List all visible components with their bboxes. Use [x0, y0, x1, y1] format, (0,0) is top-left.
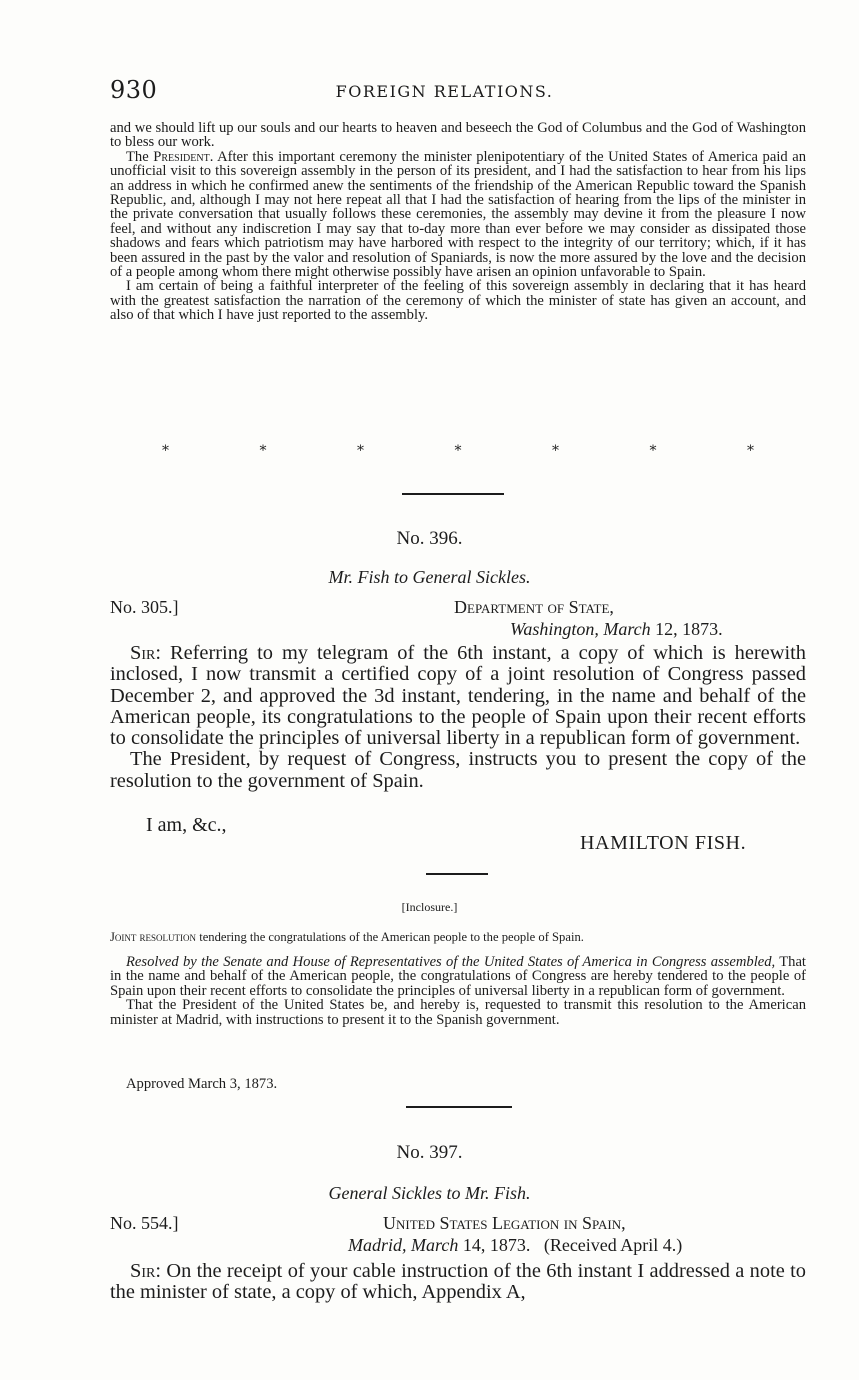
inclosure-label: [Inclosure.]	[401, 900, 458, 914]
salutation: Sir	[130, 642, 156, 664]
star: *	[162, 443, 169, 459]
star: *	[357, 443, 364, 459]
dispatch-ref-305: No. 305.]	[110, 597, 179, 617]
salutation: Sir	[130, 1260, 156, 1282]
paragraph-interpreter: I am certain of being a faithful interpreter of the feeling of this sovereign assembly in declaring that it has heard with the greatest satisfaction the narration of the ceremony of which the minister of state has given an account, and also of that which I have just reported to the assembly.	[110, 278, 806, 324]
paragraph-president: The President. After this important ceremony the minister plenipotentiary of the United States of America paid an unofficial visit to this sovereign assembly in the person of its president, and I had the satisfaction to hear from his lips an address in which he confirmed anew the sentiments of the friendship of the American Republic toward the Spanish Republic, and, although I may not here repeat all that I had the satisfaction of hearing from the lips of the minister in the private conversation that usually follows these ceremonies, the assembly may devine it from the pleasure I now feel, and without any indiscretion I may say that to-day more than ever before we may consider as dissipated those shadows and fears which patriotism may have harbored with respect to the integrity of our territory; which, if it has been assured in the past by the valor and resolution of Spaniards, is now the more assured by the love and the decision of a people among whom there might otherwise possibly have arisen an opinion unfavorable to Spain.	[110, 148, 807, 281]
document-title-396: Mr. Fish to General Sickles.	[328, 567, 531, 587]
letter-body-397	[110, 1261, 806, 1304]
ellipsis-stars	[110, 443, 806, 459]
document-number-397: No. 397.	[396, 1142, 463, 1163]
paragraph-instructs: The President, by request of Congress, instructs you to present the copy of the resolution to the government of Spain.	[110, 748, 806, 792]
sender-legation: United States Legation in Spain,	[383, 1213, 626, 1233]
signature-fish: HAMILTON FISH.	[580, 832, 747, 854]
paragraph-continuation: and we should lift up our souls and our hearts to heaven and beseech the God of Columbus and the God of Washington to bless our work.	[110, 120, 806, 151]
star: *	[552, 443, 559, 459]
paragraph-referring: Sir: Referring to my telegram of the 6th instant, a copy of which is herewith inclosed, I now transmit a certified copy of a joint resolution of Congress passed December 2, and approved the 3d instant, tendering, in the name and behalf of the American people, its congratulations to the people of Spain upon their recent efforts to consolidate the principles of universal liberty in a republican form of government.	[110, 642, 806, 750]
paragraph-cable: Sir: On the receipt of your cable instruction of the 6th instant I addressed a note to the minister of state, a copy of which, Appendix A,	[110, 1260, 806, 1304]
closing-line: I am, &c.,	[146, 814, 227, 836]
star: *	[259, 443, 267, 459]
page-header	[110, 76, 779, 106]
dateline-396: Washington, March 12, 1873.	[510, 619, 723, 639]
star: *	[747, 443, 754, 459]
continued-text	[110, 121, 806, 323]
approved-date: Approved March 3, 1873.	[126, 1076, 278, 1092]
section-divider	[402, 493, 504, 495]
paragraph-transmit: That the President of the United States be, and hereby is, requested to transmit this resolution to the American minister at Madrid, with instructions to present it to the Spanish government.	[110, 997, 806, 1028]
resolution-title: Joint resolution tendering the congratulations of the American people to the people of Spain.	[110, 930, 584, 944]
page-number: 930	[110, 76, 158, 104]
star: *	[454, 443, 462, 459]
sender-department: Department of State,	[454, 597, 614, 617]
speaker-president: President	[153, 148, 210, 165]
dateline-397: Madrid, March 14, 1873. (Received April 4.)	[348, 1235, 683, 1255]
resolution-text	[110, 955, 806, 1027]
section-divider	[426, 873, 488, 875]
dispatch-ref-554: No. 554.]	[110, 1213, 179, 1233]
letter-body-396	[110, 643, 806, 792]
paragraph-resolved: Resolved by the Senate and House of Representatives of the United States of America in Congress assembled, That in the name and behalf of the American people, the congratulations of Congress are hereby tendered to the people of Spain upon their recent efforts to consolidate the principles of universal liberty in a republican form of government.	[110, 954, 806, 999]
document-title-397: General Sickles to Mr. Fish.	[328, 1183, 531, 1203]
running-head: FOREIGN RELATIONS.	[335, 82, 554, 101]
section-divider	[406, 1106, 512, 1108]
document-number-396: No. 396.	[396, 528, 463, 549]
star: *	[649, 443, 657, 459]
